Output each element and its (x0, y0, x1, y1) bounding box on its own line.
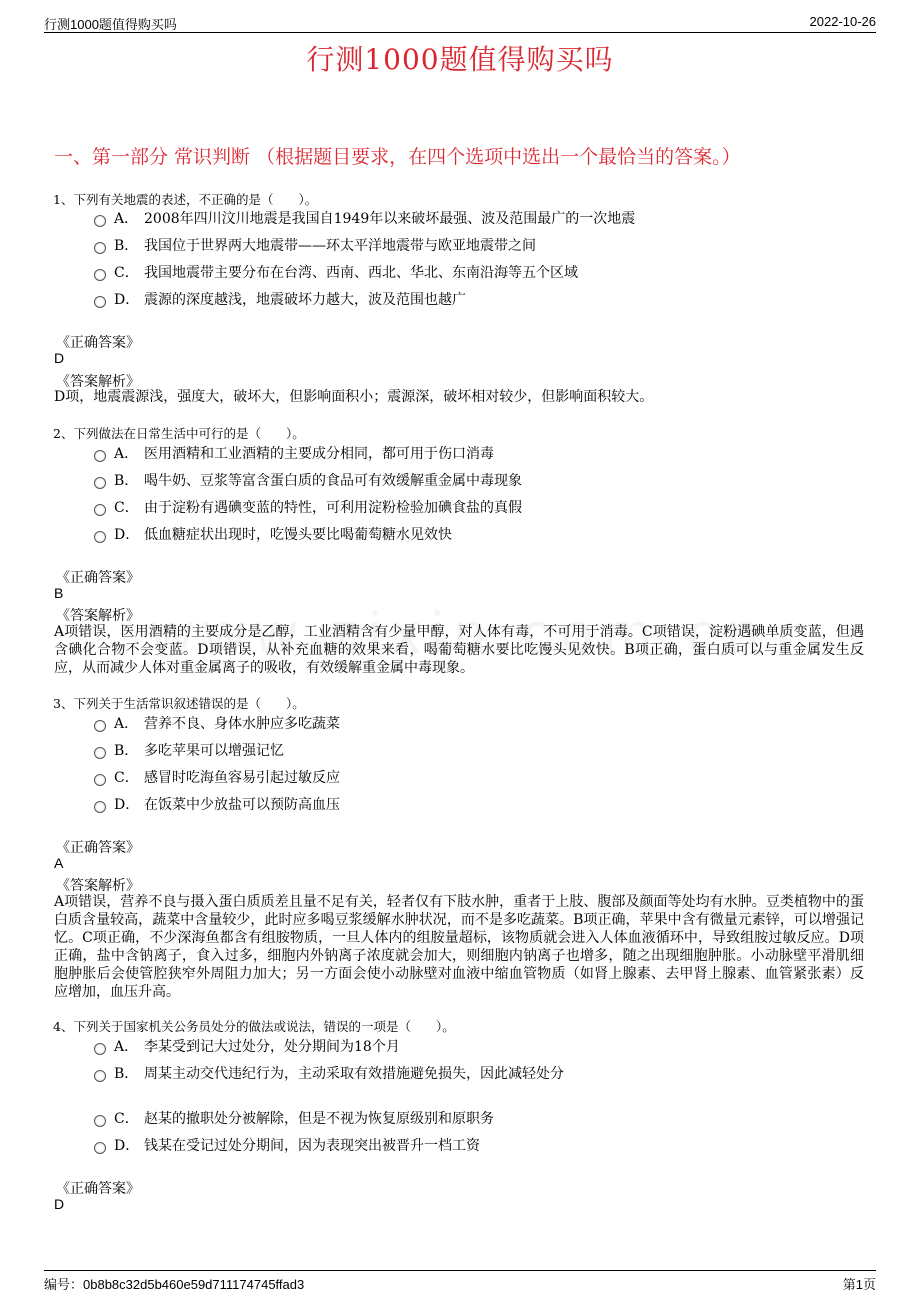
correct-answer: D (54, 350, 65, 366)
radio-icon[interactable] (94, 504, 106, 516)
option-d[interactable] (94, 1135, 480, 1155)
option-text: 赵某的撤职处分被解除，但是不视为恢复原级别和原职务 (144, 1111, 494, 1127)
radio-icon[interactable] (94, 477, 106, 489)
radio-icon[interactable] (94, 1115, 106, 1127)
option-letter: C． (114, 770, 139, 786)
correct-answer-label: 《正确答案》 (56, 570, 140, 586)
radio-icon[interactable] (94, 450, 106, 462)
question-stem: 4、下列关于国家机关公务员处分的做法或说法，错误的一项是（ ）。 (53, 1019, 455, 1034)
question-stem: 2、下列做法在日常生活中可行的是（ ）。 (53, 426, 305, 441)
radio-icon[interactable] (94, 720, 106, 732)
correct-answer-label: 《正确答案》 (56, 840, 140, 856)
option-c[interactable] (94, 262, 578, 282)
option-text: 钱某在受记过处分期间，因为表现突出被晋升一档工资 (144, 1138, 480, 1154)
correct-answer-label: 《正确答案》 (56, 1181, 140, 1197)
option-a[interactable] (94, 713, 340, 733)
option-letter: C． (114, 500, 139, 516)
correct-answer: B (54, 585, 64, 601)
option-letter: C． (114, 265, 139, 281)
option-text: 震源的深度越浅，地震破坏力越大，波及范围也越广 (144, 292, 466, 308)
option-text: 喝牛奶、豆浆等富含蛋白质的食品可有效缓解重金属中毒现象 (144, 473, 522, 489)
option-c[interactable] (94, 497, 522, 517)
question-stem: 1、下列有关地震的表述，不正确的是（ ）。 (53, 192, 318, 207)
option-d[interactable] (94, 524, 452, 544)
option-letter: D． (114, 1138, 140, 1154)
option-b[interactable] (94, 740, 284, 760)
analysis-label: 《答案解析》 (56, 374, 140, 390)
correct-answer: A (54, 855, 64, 871)
option-b[interactable] (94, 235, 536, 255)
analysis-text: A项错误，营养不良与摄入蛋白质质差且量不足有关，轻者仅有下肢水肿，重者于上肢、腹部及颜面等处均有水肿。豆类植物中的蛋白质含量较高，蔬菜中含量较少，此时应多喝豆浆缓解水肿状况，而不是多吃蔬菜。B项正确，苹果中含有微量元素锌，可以增强记忆。C项正确，不少深海鱼都含有组胺物质，一旦人体内的组胺量超标，该物质就会进入人体血液循环中，导致组胺过敏反应。D项正确，盐中含钠离子，食入过多，细胞内外钠离子浓度就会加大，则细胞内钠离子也增多，随之出现细胞肿胀。小动脉壁平滑肌细胞肿胀后会使管腔狭窄外周阻力加大；另一方面会使小动脉壁对血液中缩血管物质（如肾上腺素、去甲肾上腺素、血管紧张素）反应增加，血压升高。 (54, 894, 864, 1000)
radio-icon[interactable] (94, 531, 106, 543)
header-doc-title: 行测1000题值得购买吗 (44, 17, 177, 32)
option-text: 我国位于世界两大地震带——环太平洋地震带与欧亚地震带之间 (144, 238, 536, 254)
option-letter: D． (114, 527, 140, 543)
radio-icon[interactable] (94, 215, 106, 227)
option-text: 感冒时吃海鱼容易引起过敏反应 (144, 770, 340, 786)
option-letter: D． (114, 797, 140, 813)
page-title: 行测1000题值得购买吗 (306, 43, 614, 76)
option-text: 我国地震带主要分布在台湾、西南、西北、华北、东南沿海等五个区域 (144, 265, 578, 281)
option-letter: B． (114, 238, 139, 254)
analysis-label: 《答案解析》 (56, 878, 140, 894)
option-text: 低血糖症状出现时，吃馒头要比喝葡萄糖水见效快 (144, 527, 452, 543)
option-letter: B． (114, 1066, 139, 1082)
section-heading: 一、第一部分 常识判断 （根据题目要求，在四个选项中选出一个最恰当的答案。） (54, 146, 741, 168)
radio-icon[interactable] (94, 801, 106, 813)
option-text: 周某主动交代违纪行为，主动采取有效措施避免损失，因此减轻处分 (144, 1066, 564, 1082)
radio-icon[interactable] (94, 242, 106, 254)
question-stem: 3、下列关于生活常识叙述错误的是（ ）。 (53, 696, 305, 711)
option-text: 医用酒精和工业酒精的主要成分相同，都可用于伤口消毒 (144, 446, 494, 462)
option-c[interactable] (94, 1108, 494, 1128)
option-text: 营养不良、身体水肿应多吃蔬菜 (144, 716, 340, 732)
option-text: 多吃苹果可以增强记忆 (144, 743, 284, 759)
option-a[interactable] (94, 443, 494, 463)
option-d[interactable] (94, 794, 340, 814)
option-letter: A． (114, 446, 139, 462)
option-a[interactable] (94, 1036, 400, 1056)
radio-icon[interactable] (94, 747, 106, 759)
analysis-label: 《答案解析》 (56, 608, 140, 624)
option-letter: B． (114, 473, 139, 489)
radio-icon[interactable] (94, 269, 106, 281)
option-letter: D． (114, 292, 140, 308)
footer-code: 编号：0b8b8c32d5b460e59d711174745ffad3 (44, 1277, 305, 1292)
analysis-text: A项错误，医用酒精的主要成分是乙醇，工业酒精含有少量甲醇，对人体有毒，不可用于消毒。C项错误，淀粉遇碘单质变蓝，但遇含碘化合物不会变蓝。D项错误，从补充血糖的效果来看，喝葡萄糖水要比吃馒头见效快。B项正确，蛋白质可以与重金属发生反应，从而减少人体对重金属离子的吸收，有效缓解重金属中毒现象。 (54, 624, 864, 676)
option-text: 由于淀粉有遇碘变蓝的特性，可利用淀粉检验加碘食盐的真假 (144, 500, 522, 516)
radio-icon[interactable] (94, 774, 106, 786)
option-letter: C． (114, 1111, 139, 1127)
radio-icon[interactable] (94, 1070, 106, 1082)
radio-icon[interactable] (94, 296, 106, 308)
page-header (44, 12, 876, 33)
option-d[interactable] (94, 289, 466, 309)
option-text: 2008年四川汶川地震是我国自1949年以来破坏最强、波及范围最广的一次地震 (144, 211, 636, 227)
option-letter: A． (114, 716, 139, 732)
correct-answer: D (54, 1196, 65, 1212)
option-text: 在饭菜中少放盐可以预防高血压 (144, 797, 340, 813)
option-a[interactable] (94, 208, 635, 228)
page-number: 第1页 (842, 1277, 876, 1292)
correct-answer-label: 《正确答案》 (56, 335, 140, 351)
option-b[interactable] (94, 1063, 564, 1083)
analysis-text: D项，地震震源浅，强度大，破坏大，但影响面积小；震源深，破坏相对较少，但影响面积较大。 (54, 389, 654, 405)
page-footer (44, 1270, 876, 1291)
option-letter: A． (114, 211, 139, 227)
option-letter: B． (114, 743, 139, 759)
option-b[interactable] (94, 470, 522, 490)
radio-icon[interactable] (94, 1142, 106, 1154)
option-text: 李某受到记大过处分，处分期间为18个月 (144, 1039, 400, 1055)
option-letter: A． (114, 1039, 139, 1055)
radio-icon[interactable] (94, 1043, 106, 1055)
header-date: 2022-10-26 (809, 14, 876, 29)
option-c[interactable] (94, 767, 340, 787)
